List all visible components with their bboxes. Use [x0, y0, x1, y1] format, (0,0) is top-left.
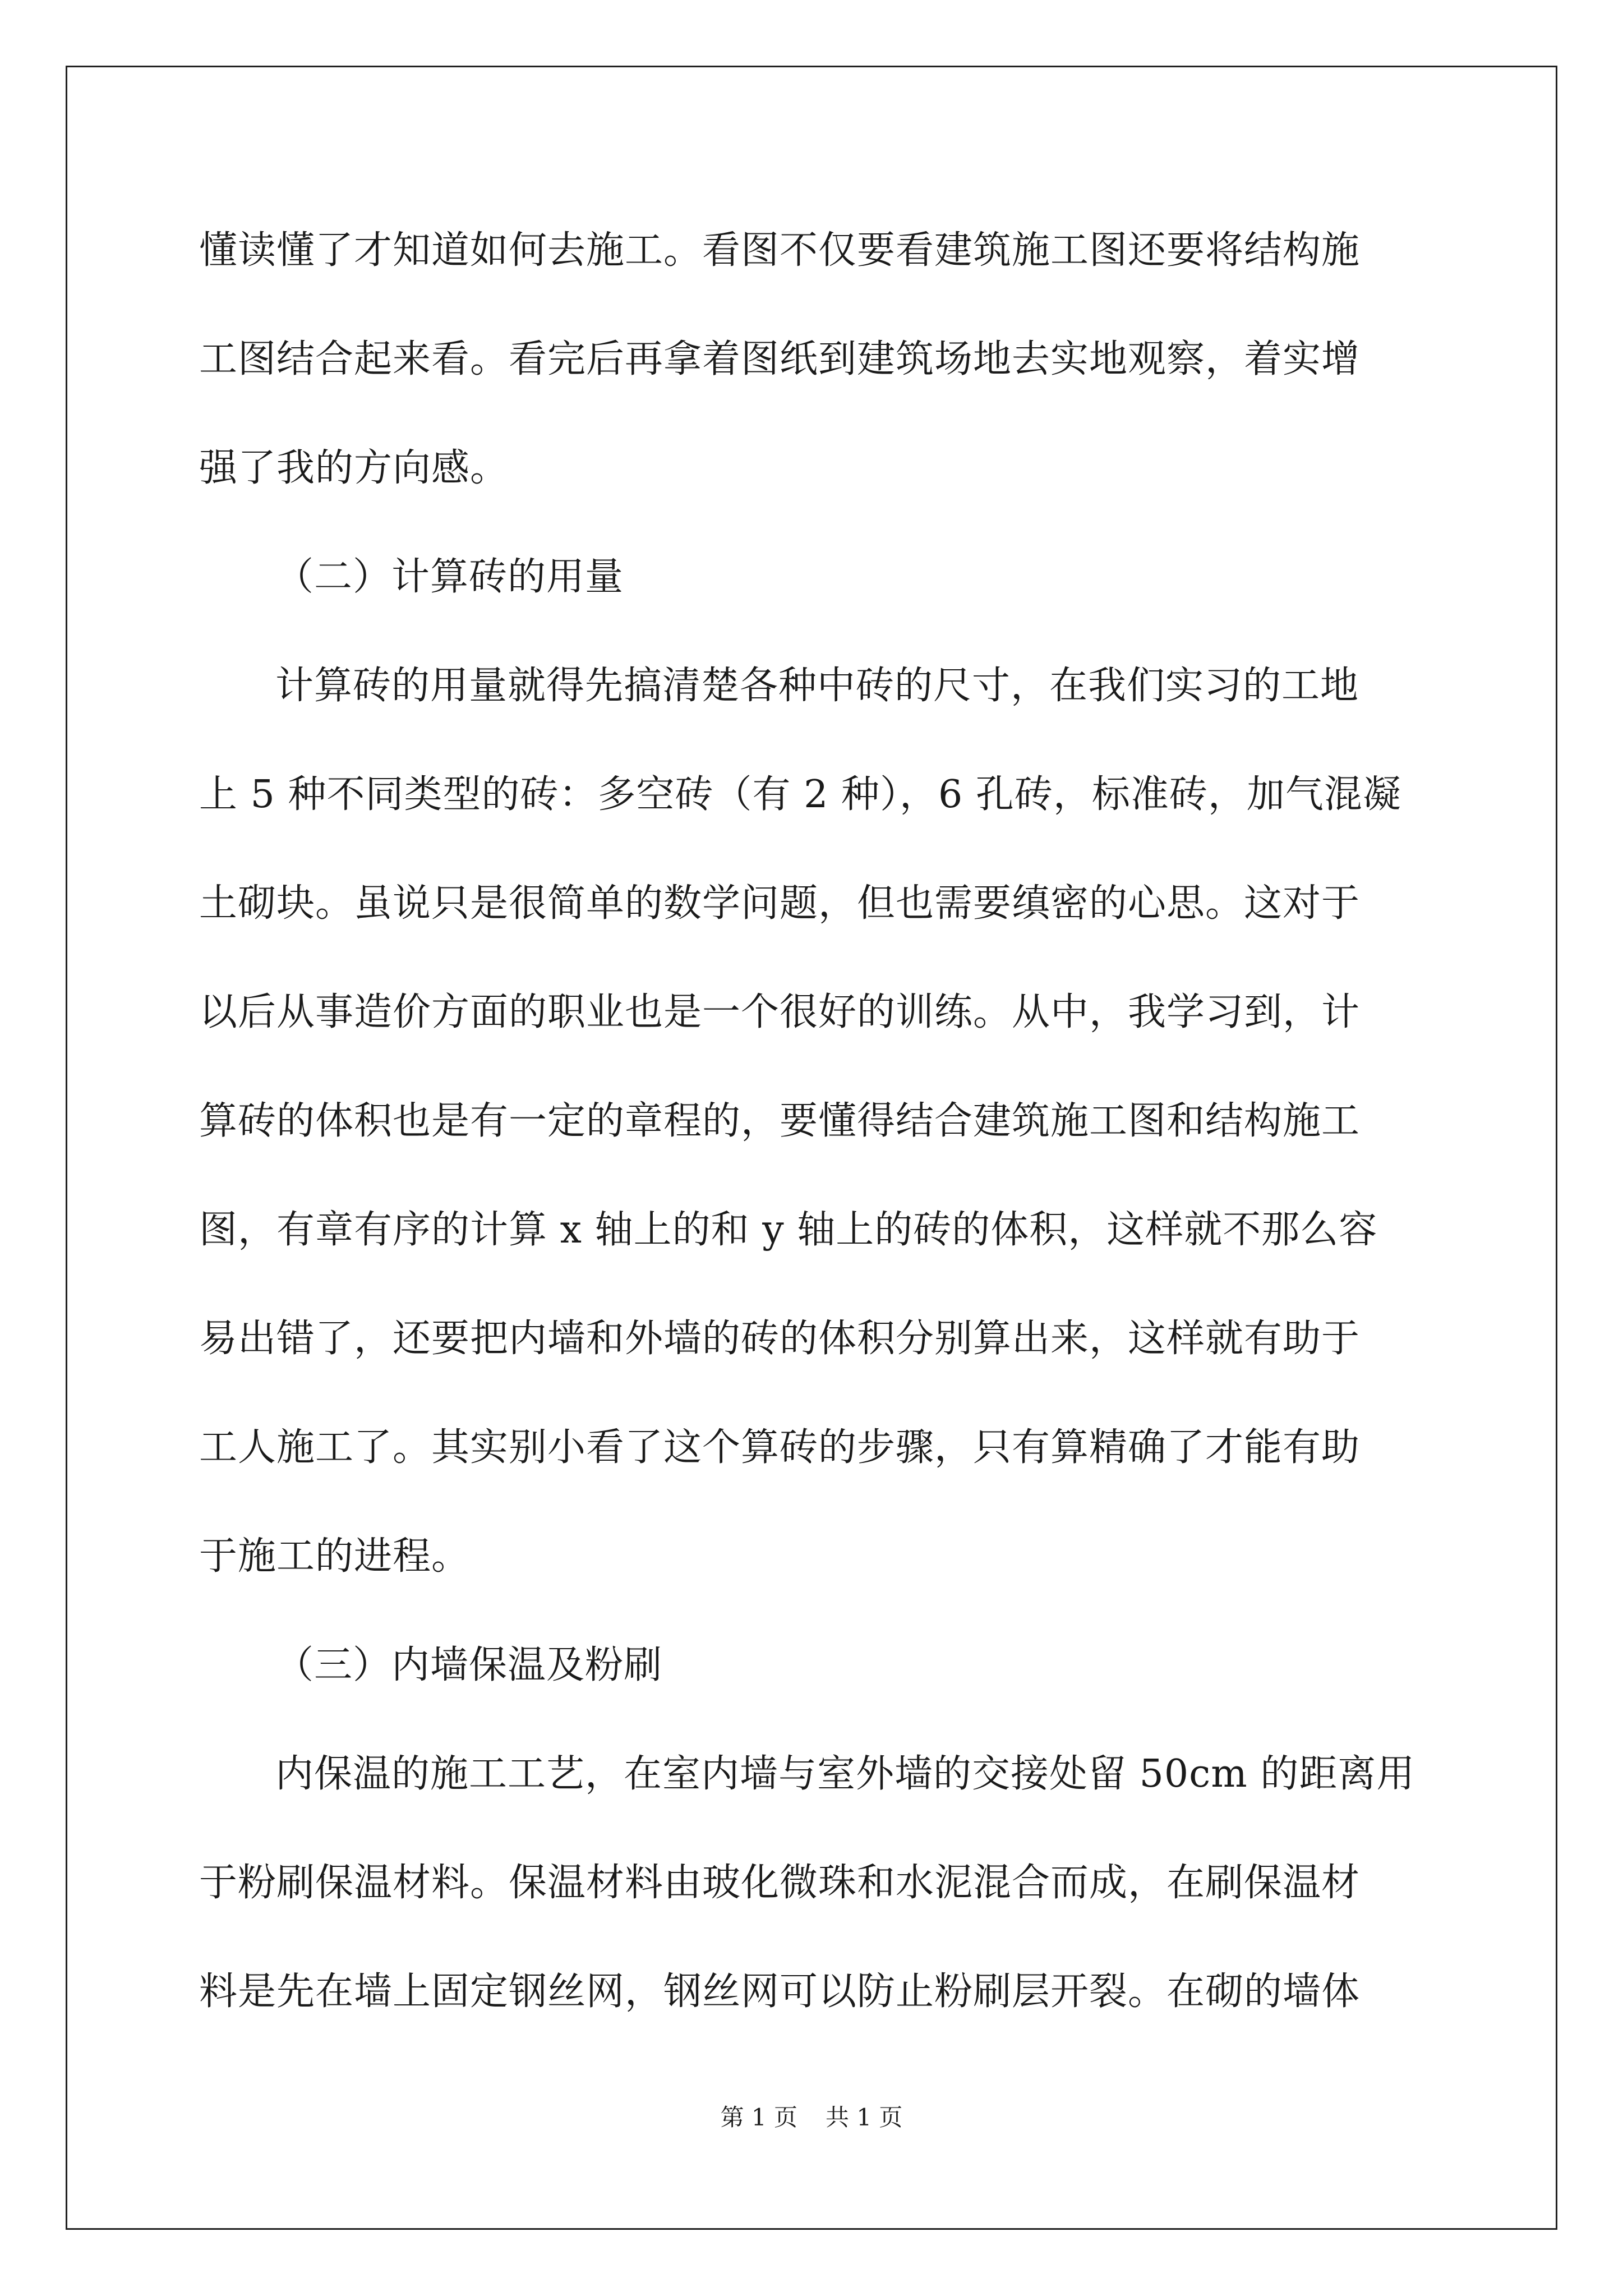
text-line: 算砖的体积也是有一定的章程的，要懂得结合建筑施工图和结构施工: [199, 1099, 1361, 1143]
paragraph-first-line: 计算砖的用量就得先搞清楚各种中砖的尺寸，在我们实习的工地: [275, 664, 1359, 708]
text-line: 懂读懂了才知道如何去施工。看图不仅要看建筑施工图还要将结构施: [199, 228, 1361, 273]
section-heading: （三）内墙保温及粉刷: [275, 1643, 663, 1687]
text-line: 于粉刷保温材料。保温材料由玻化微珠和水泥混合而成，在刷保温材: [199, 1861, 1361, 1905]
document-body: [199, 196, 1430, 2046]
text-line: 强了我的方向感。: [199, 446, 509, 490]
text-line: 工图结合起来看。看完后再拿着图纸到建筑场地去实地观察，着实增: [199, 337, 1361, 381]
page-number: 第 1 页: [720, 2104, 797, 2131]
paragraph-first-line: 内保温的施工工艺，在室内墙与室外墙的交接处留 50cm 的距离用: [275, 1752, 1415, 1796]
text-line: 土砌块。虽说只是很简单的数学问题，但也需要缜密的心思。这对于: [199, 881, 1361, 926]
text-line: 以后从事造价方面的职业也是一个很好的训练。从中，我学习到，计: [199, 990, 1361, 1034]
page-total: 共 1 页: [826, 2104, 903, 2131]
text-line: 料是先在墙上固定钢丝网，钢丝网可以防止粉刷层开裂。在砌的墙体: [199, 1970, 1361, 2014]
text-line: 图，有章有序的计算 x 轴上的和 y 轴上的砖的体积，这样就不那么容: [199, 1208, 1378, 1252]
text-line: 易出错了，还要把内墙和外墙的砖的体积分别算出来，这样就有助于: [199, 1317, 1361, 1361]
page-footer: [0, 2101, 1623, 2134]
text-line: 工人施工了。其实别小看了这个算砖的步骤，只有算精确了才能有助: [199, 1425, 1361, 1470]
section-heading: （二）计算砖的用量: [275, 555, 624, 599]
text-line: 于施工的进程。: [199, 1534, 471, 1579]
text-line: 上 5 种不同类型的砖：多空砖（有 2 种），6 孔砖，标准砖，加气混凝: [199, 772, 1401, 817]
